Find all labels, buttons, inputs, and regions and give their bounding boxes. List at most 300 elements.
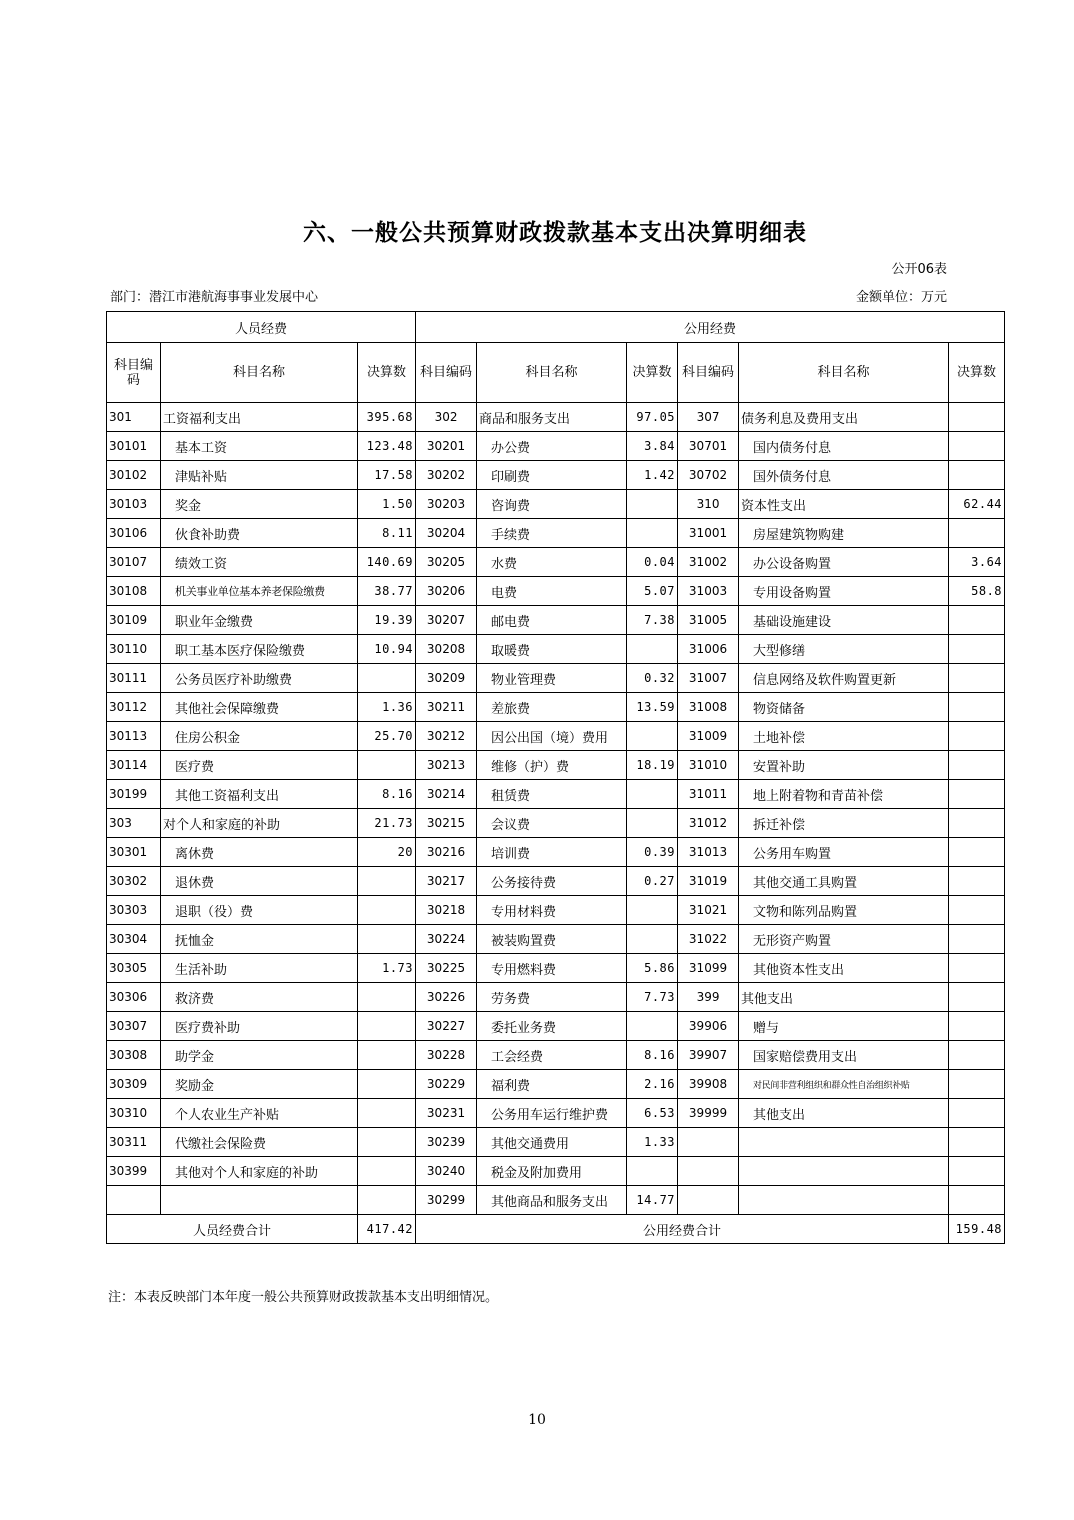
public-code-cell: 31099	[678, 954, 739, 983]
personnel-name-cell: 代缴社会保险费	[161, 1128, 358, 1157]
personnel-code-cell: 303	[107, 809, 161, 838]
table-row	[107, 432, 1005, 461]
personnel-amount-cell: 19.39	[358, 606, 416, 635]
personnel-code-cell: 30113	[107, 722, 161, 751]
table-row	[107, 1128, 1005, 1157]
table-row	[107, 1041, 1005, 1070]
public-amount-cell	[949, 722, 1005, 751]
public-amount-cell: 0.32	[627, 664, 678, 693]
personnel-name-cell: 其他对个人和家庭的补助	[161, 1157, 358, 1186]
footnote: 注：本表反映部门本年度一般公共预算财政拨款基本支出明细情况。	[108, 1290, 499, 1305]
public-code-cell: 30299	[416, 1186, 477, 1215]
public-total-value: 159.48	[949, 1215, 1005, 1244]
personnel-code-cell: 30101	[107, 432, 161, 461]
table-row	[107, 693, 1005, 722]
public-code-cell: 31001	[678, 519, 739, 548]
public-name-cell: 物业管理费	[477, 664, 627, 693]
public-amount-cell	[949, 403, 1005, 432]
public-name-cell: 物资储备	[739, 693, 949, 722]
public-total-label: 公用经费合计	[416, 1215, 949, 1244]
public-amount-cell: 58.8	[949, 577, 1005, 606]
column-header-name: 科目名称	[477, 343, 627, 403]
public-name-cell: 因公出国（境）费用	[477, 722, 627, 751]
personnel-amount-cell: 1.73	[358, 954, 416, 983]
personnel-amount-cell: 10.94	[358, 635, 416, 664]
table-row	[107, 983, 1005, 1012]
public-code-cell: 302	[416, 403, 477, 432]
amount-unit-label: 金额单位：万元	[855, 290, 947, 305]
personnel-name-cell: 奖励金	[161, 1070, 358, 1099]
personnel-name-cell: 公务员医疗补助缴费	[161, 664, 358, 693]
public-amount-cell: 1.33	[627, 1128, 678, 1157]
personnel-name-cell: 医疗费	[161, 751, 358, 780]
public-amount-cell	[949, 635, 1005, 664]
public-amount-cell: 5.86	[627, 954, 678, 983]
public-name-cell: 安置补助	[739, 751, 949, 780]
personnel-code-cell: 30399	[107, 1157, 161, 1186]
personnel-name-cell: 职业年金缴费	[161, 606, 358, 635]
public-code-cell: 30207	[416, 606, 477, 635]
table-row	[107, 1070, 1005, 1099]
table-row	[107, 461, 1005, 490]
public-name-cell: 福利费	[477, 1070, 627, 1099]
public-name-cell: 对民间非营利组织和群众性自治组织补贴	[739, 1070, 949, 1099]
public-name-cell: 国家赔偿费用支出	[739, 1041, 949, 1070]
public-name-cell: 被装购置费	[477, 925, 627, 954]
public-name-cell: 国内债务付息	[739, 432, 949, 461]
public-amount-cell	[627, 519, 678, 548]
personnel-code-cell: 30308	[107, 1041, 161, 1070]
public-amount-cell: 6.53	[627, 1099, 678, 1128]
personnel-name-cell: 奖金	[161, 490, 358, 519]
public-code-cell: 30209	[416, 664, 477, 693]
public-code-cell: 30239	[416, 1128, 477, 1157]
public-code-cell: 31007	[678, 664, 739, 693]
personnel-amount-cell	[358, 1186, 416, 1215]
public-amount-cell	[627, 722, 678, 751]
public-amount-cell	[949, 461, 1005, 490]
public-name-cell: 其他支出	[739, 1099, 949, 1128]
column-header-name: 科目名称	[739, 343, 949, 403]
public-code-cell: 310	[678, 490, 739, 519]
public-code-cell: 39908	[678, 1070, 739, 1099]
public-amount-cell	[949, 896, 1005, 925]
public-code-cell: 31009	[678, 722, 739, 751]
public-code-cell: 30224	[416, 925, 477, 954]
public-name-cell: 文物和陈列品购置	[739, 896, 949, 925]
column-header-name: 科目名称	[161, 343, 358, 403]
public-name-cell: 信息网络及软件购置更新	[739, 664, 949, 693]
personnel-name-cell	[161, 1186, 358, 1215]
public-amount-cell: 18.19	[627, 751, 678, 780]
personnel-code-cell: 30311	[107, 1128, 161, 1157]
personnel-name-cell: 生活补助	[161, 954, 358, 983]
personnel-amount-cell: 38.77	[358, 577, 416, 606]
public-amount-cell	[949, 1157, 1005, 1186]
public-code-cell	[678, 1186, 739, 1215]
public-code-cell: 39906	[678, 1012, 739, 1041]
personnel-code-cell: 30309	[107, 1070, 161, 1099]
public-code-cell: 30225	[416, 954, 477, 983]
table-row	[107, 838, 1005, 867]
table-row	[107, 751, 1005, 780]
public-name-cell: 公务接待费	[477, 867, 627, 896]
personnel-name-cell: 救济费	[161, 983, 358, 1012]
public-code-cell: 30215	[416, 809, 477, 838]
public-amount-cell	[627, 635, 678, 664]
table-row	[107, 1186, 1005, 1215]
public-code-cell: 30228	[416, 1041, 477, 1070]
public-amount-cell	[949, 925, 1005, 954]
public-code-cell: 31006	[678, 635, 739, 664]
personnel-amount-cell	[358, 983, 416, 1012]
public-amount-cell	[949, 519, 1005, 548]
public-code-cell: 30205	[416, 548, 477, 577]
public-name-cell: 专用材料费	[477, 896, 627, 925]
table-row	[107, 403, 1005, 432]
public-name-cell	[739, 1157, 949, 1186]
group-header-row	[107, 312, 1005, 343]
public-code-cell: 30229	[416, 1070, 477, 1099]
public-amount-cell	[627, 809, 678, 838]
public-amount-cell: 7.38	[627, 606, 678, 635]
personnel-name-cell: 绩效工资	[161, 548, 358, 577]
public-code-cell: 31003	[678, 577, 739, 606]
personnel-amount-cell	[358, 1012, 416, 1041]
table-row	[107, 577, 1005, 606]
public-name-cell: 维修（护）费	[477, 751, 627, 780]
public-name-cell: 水费	[477, 548, 627, 577]
personnel-name-cell: 津贴补贴	[161, 461, 358, 490]
public-code-cell: 30701	[678, 432, 739, 461]
public-name-cell: 办公费	[477, 432, 627, 461]
public-amount-cell	[949, 809, 1005, 838]
public-amount-cell: 14.77	[627, 1186, 678, 1215]
personnel-amount-cell	[358, 664, 416, 693]
public-code-cell: 39907	[678, 1041, 739, 1070]
public-amount-cell	[949, 1186, 1005, 1215]
personnel-code-cell: 30305	[107, 954, 161, 983]
public-amount-cell	[627, 780, 678, 809]
personnel-amount-cell: 395.68	[358, 403, 416, 432]
personnel-code-cell: 30199	[107, 780, 161, 809]
public-name-cell: 地上附着物和青苗补偿	[739, 780, 949, 809]
personnel-code-cell: 30112	[107, 693, 161, 722]
public-amount-cell: 2.16	[627, 1070, 678, 1099]
public-name-cell: 专用设备购置	[739, 577, 949, 606]
public-amount-cell	[949, 664, 1005, 693]
public-amount-cell	[949, 693, 1005, 722]
public-code-cell	[678, 1157, 739, 1186]
personnel-code-cell: 301	[107, 403, 161, 432]
personnel-name-cell: 其他社会保障缴费	[161, 693, 358, 722]
public-code-cell: 30217	[416, 867, 477, 896]
personnel-name-cell: 医疗费补助	[161, 1012, 358, 1041]
personnel-name-cell: 工资福利支出	[161, 403, 358, 432]
public-amount-cell: 3.84	[627, 432, 678, 461]
personnel-code-cell: 30310	[107, 1099, 161, 1128]
public-code-cell: 31008	[678, 693, 739, 722]
public-code-cell: 30702	[678, 461, 739, 490]
table-row	[107, 548, 1005, 577]
public-amount-cell	[627, 1157, 678, 1186]
personnel-code-cell: 30303	[107, 896, 161, 925]
personnel-code-cell: 30102	[107, 461, 161, 490]
personnel-name-cell: 伙食补助费	[161, 519, 358, 548]
public-code-cell: 30214	[416, 780, 477, 809]
public-name-cell: 大型修缮	[739, 635, 949, 664]
personnel-code-cell: 30109	[107, 606, 161, 635]
public-code-cell: 30226	[416, 983, 477, 1012]
public-name-cell: 劳务费	[477, 983, 627, 1012]
public-amount-cell	[949, 838, 1005, 867]
public-name-cell: 办公设备购置	[739, 548, 949, 577]
personnel-name-cell: 抚恤金	[161, 925, 358, 954]
public-amount-cell: 97.05	[627, 403, 678, 432]
public-name-cell: 邮电费	[477, 606, 627, 635]
personnel-amount-cell	[358, 1041, 416, 1070]
personnel-amount-cell	[358, 867, 416, 896]
public-name-cell: 工会经费	[477, 1041, 627, 1070]
personnel-group-header: 人员经费	[107, 312, 416, 343]
table-row	[107, 809, 1005, 838]
public-code-cell: 31021	[678, 896, 739, 925]
public-name-cell: 会议费	[477, 809, 627, 838]
public-name-cell: 赠与	[739, 1012, 949, 1041]
public-name-cell: 租赁费	[477, 780, 627, 809]
personnel-name-cell: 职工基本医疗保险缴费	[161, 635, 358, 664]
public-name-cell: 公务用车运行维护费	[477, 1099, 627, 1128]
public-name-cell: 房屋建筑物购建	[739, 519, 949, 548]
public-code-cell: 30240	[416, 1157, 477, 1186]
public-code-cell: 30231	[416, 1099, 477, 1128]
personnel-amount-cell: 140.69	[358, 548, 416, 577]
personnel-name-cell: 退休费	[161, 867, 358, 896]
personnel-amount-cell: 17.58	[358, 461, 416, 490]
public-group-header: 公用经费	[416, 312, 1005, 343]
table-row	[107, 1012, 1005, 1041]
table-row	[107, 1099, 1005, 1128]
table-row	[107, 954, 1005, 983]
public-name-cell	[739, 1186, 949, 1215]
public-name-cell: 委托业务费	[477, 1012, 627, 1041]
public-amount-cell	[949, 432, 1005, 461]
public-name-cell: 其他交通费用	[477, 1128, 627, 1157]
table-row	[107, 519, 1005, 548]
public-code-cell: 39999	[678, 1099, 739, 1128]
public-amount-cell	[949, 780, 1005, 809]
public-name-cell: 咨询费	[477, 490, 627, 519]
personnel-amount-cell	[358, 1070, 416, 1099]
public-code-cell: 307	[678, 403, 739, 432]
public-code-cell: 30218	[416, 896, 477, 925]
public-amount-cell	[949, 1041, 1005, 1070]
personnel-amount-cell	[358, 925, 416, 954]
public-name-cell: 基础设施建设	[739, 606, 949, 635]
public-name-cell: 其他资本性支出	[739, 954, 949, 983]
public-name-cell: 其他交通工具购置	[739, 867, 949, 896]
public-code-cell: 399	[678, 983, 739, 1012]
table-row	[107, 490, 1005, 519]
public-name-cell: 债务利息及费用支出	[739, 403, 949, 432]
public-amount-cell: 0.27	[627, 867, 678, 896]
personnel-code-cell: 30110	[107, 635, 161, 664]
public-code-cell: 31022	[678, 925, 739, 954]
public-amount-cell: 62.44	[949, 490, 1005, 519]
table-row	[107, 780, 1005, 809]
public-code-cell: 30202	[416, 461, 477, 490]
public-code-cell: 31013	[678, 838, 739, 867]
personnel-code-cell	[107, 1186, 161, 1215]
public-amount-cell: 5.07	[627, 577, 678, 606]
personnel-amount-cell	[358, 751, 416, 780]
personnel-name-cell: 助学金	[161, 1041, 358, 1070]
personnel-code-cell: 30111	[107, 664, 161, 693]
personnel-amount-cell: 20	[358, 838, 416, 867]
public-code-cell: 30204	[416, 519, 477, 548]
column-header-row	[107, 343, 1005, 403]
personnel-total-label: 人员经费合计	[107, 1215, 358, 1244]
public-name-cell: 印刷费	[477, 461, 627, 490]
public-name-cell: 差旅费	[477, 693, 627, 722]
column-header-amount: 决算数	[949, 343, 1005, 403]
personnel-code-cell: 30307	[107, 1012, 161, 1041]
personnel-amount-cell: 123.48	[358, 432, 416, 461]
table-row	[107, 925, 1005, 954]
personnel-amount-cell	[358, 1099, 416, 1128]
personnel-code-cell: 30114	[107, 751, 161, 780]
public-code-cell: 30212	[416, 722, 477, 751]
public-amount-cell	[627, 896, 678, 925]
public-name-cell: 公务用车购置	[739, 838, 949, 867]
public-amount-cell: 0.04	[627, 548, 678, 577]
public-name-cell: 税金及附加费用	[477, 1157, 627, 1186]
totals-row	[107, 1215, 1005, 1244]
public-name-cell: 商品和服务支出	[477, 403, 627, 432]
personnel-code-cell: 30106	[107, 519, 161, 548]
personnel-code-cell: 30108	[107, 577, 161, 606]
public-name-cell: 资本性支出	[739, 490, 949, 519]
column-header-code: 科目编码	[416, 343, 477, 403]
public-name-cell: 电费	[477, 577, 627, 606]
public-amount-cell	[949, 867, 1005, 896]
public-amount-cell	[949, 1099, 1005, 1128]
form-number: 公开06表	[891, 262, 947, 277]
table-row	[107, 867, 1005, 896]
personnel-amount-cell: 8.11	[358, 519, 416, 548]
page-number: 10	[528, 1412, 546, 1428]
public-name-cell: 其他支出	[739, 983, 949, 1012]
column-header-amount: 决算数	[358, 343, 416, 403]
personnel-total-value: 417.42	[358, 1215, 416, 1244]
public-name-cell: 无形资产购置	[739, 925, 949, 954]
public-code-cell: 31002	[678, 548, 739, 577]
public-amount-cell	[949, 1012, 1005, 1041]
personnel-amount-cell: 1.50	[358, 490, 416, 519]
public-amount-cell	[949, 751, 1005, 780]
public-code-cell	[678, 1128, 739, 1157]
public-amount-cell: 13.59	[627, 693, 678, 722]
public-amount-cell: 7.73	[627, 983, 678, 1012]
public-amount-cell	[949, 1070, 1005, 1099]
public-amount-cell: 8.16	[627, 1041, 678, 1070]
public-name-cell: 专用燃料费	[477, 954, 627, 983]
table-row	[107, 664, 1005, 693]
public-amount-cell: 0.39	[627, 838, 678, 867]
public-amount-cell: 1.42	[627, 461, 678, 490]
public-code-cell: 31011	[678, 780, 739, 809]
public-code-cell: 30203	[416, 490, 477, 519]
personnel-code-cell: 30301	[107, 838, 161, 867]
public-name-cell: 手续费	[477, 519, 627, 548]
table-row	[107, 635, 1005, 664]
public-code-cell: 31019	[678, 867, 739, 896]
public-code-cell: 30211	[416, 693, 477, 722]
table-row	[107, 722, 1005, 751]
public-name-cell: 其他商品和服务支出	[477, 1186, 627, 1215]
public-code-cell: 30201	[416, 432, 477, 461]
personnel-code-cell: 30103	[107, 490, 161, 519]
table-row	[107, 606, 1005, 635]
public-code-cell: 30216	[416, 838, 477, 867]
public-code-cell: 31010	[678, 751, 739, 780]
public-code-cell: 30213	[416, 751, 477, 780]
personnel-code-cell: 30304	[107, 925, 161, 954]
public-amount-cell	[949, 1128, 1005, 1157]
public-name-cell: 国外债务付息	[739, 461, 949, 490]
public-amount-cell	[949, 983, 1005, 1012]
public-name-cell: 拆迁补偿	[739, 809, 949, 838]
table-row	[107, 896, 1005, 925]
public-amount-cell	[949, 954, 1005, 983]
public-code-cell: 30208	[416, 635, 477, 664]
personnel-amount-cell: 1.36	[358, 693, 416, 722]
personnel-name-cell: 基本工资	[161, 432, 358, 461]
personnel-amount-cell	[358, 1128, 416, 1157]
personnel-code-cell: 30107	[107, 548, 161, 577]
personnel-amount-cell	[358, 896, 416, 925]
public-amount-cell: 3.64	[949, 548, 1005, 577]
table-row	[107, 1157, 1005, 1186]
personnel-amount-cell: 25.70	[358, 722, 416, 751]
public-amount-cell	[949, 606, 1005, 635]
personnel-amount-cell: 8.16	[358, 780, 416, 809]
expenditure-table	[106, 311, 1005, 1244]
public-amount-cell	[627, 490, 678, 519]
personnel-code-cell: 30302	[107, 867, 161, 896]
public-code-cell: 30206	[416, 577, 477, 606]
personnel-name-cell: 机关事业单位基本养老保险缴费	[161, 577, 358, 606]
public-name-cell: 培训费	[477, 838, 627, 867]
page-title: 六、一般公共预算财政拨款基本支出决算明细表	[303, 220, 807, 246]
personnel-name-cell: 对个人和家庭的补助	[161, 809, 358, 838]
public-code-cell: 31005	[678, 606, 739, 635]
personnel-amount-cell: 21.73	[358, 809, 416, 838]
personnel-name-cell: 住房公积金	[161, 722, 358, 751]
public-code-cell: 31012	[678, 809, 739, 838]
personnel-code-cell: 30306	[107, 983, 161, 1012]
personnel-amount-cell	[358, 1157, 416, 1186]
personnel-name-cell: 退职（役）费	[161, 896, 358, 925]
department-label: 部门：潜江市港航海事事业发展中心	[110, 290, 319, 305]
personnel-name-cell: 个人农业生产补贴	[161, 1099, 358, 1128]
column-header-amount: 决算数	[627, 343, 678, 403]
personnel-name-cell: 其他工资福利支出	[161, 780, 358, 809]
public-name-cell: 土地补偿	[739, 722, 949, 751]
public-name-cell	[739, 1128, 949, 1157]
public-amount-cell	[627, 925, 678, 954]
column-header-code: 科目编码	[678, 343, 739, 403]
